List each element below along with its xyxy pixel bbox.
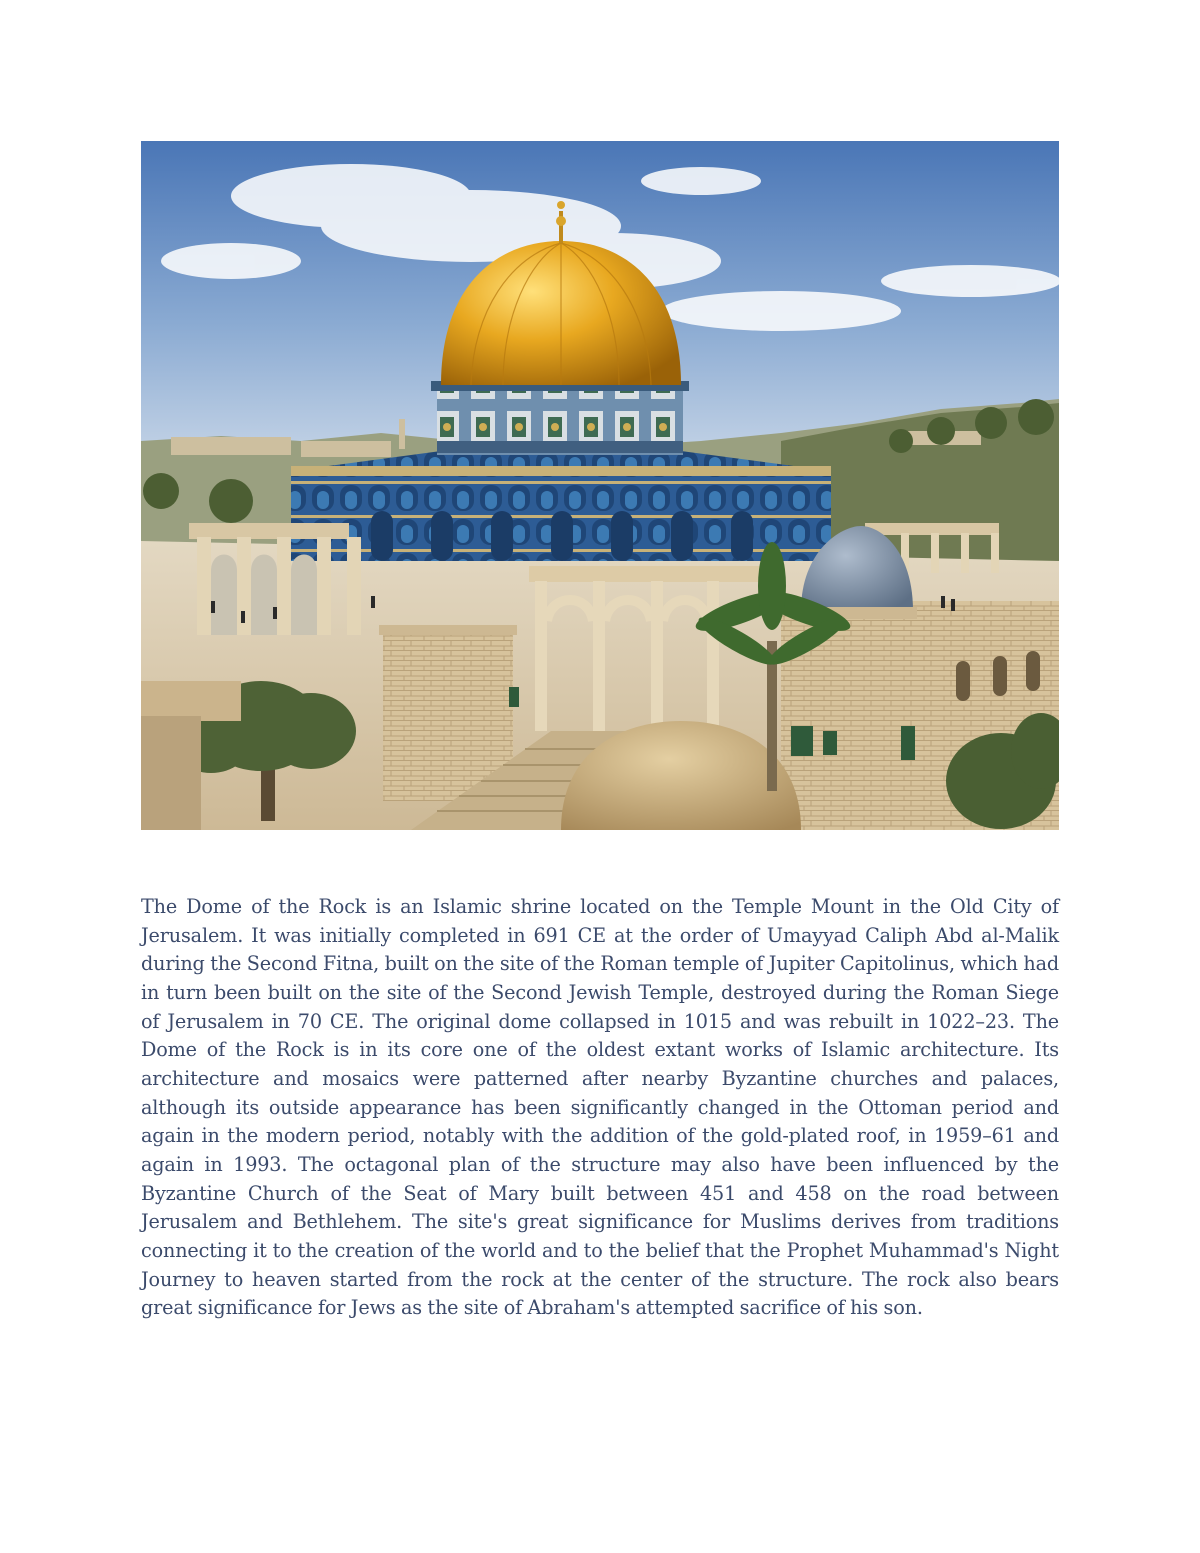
dome-of-the-rock-photo <box>141 141 1059 830</box>
body-paragraph: The Dome of the Rock is an Islamic shrine located on the Temple Mount in the Old City of Jerusalem. It was initially completed in 691 CE at the order of Umayyad Caliph Abd al-Malik during the Second Fitna, built on the site of the Roman temple of Jupiter Capitolinus, which had in turn been built on the site of the Second Jewish Temple, destroyed during the Roman Siege of Jerusalem in 70 CE. The original dome collapsed in 1015 and was rebuilt in 1022–23. The Dome of the Rock is in its core one of the oldest extant works of Islamic architecture. Its architecture and mosaics were patterned after nearby Byzantine churches and palaces, although its outside appearance has been significantly changed in the Ottoman period and again in the modern period, notably with the addition of the gold-plated roof, in 1959–61 and again in 1993. The octagonal plan of the structure may also have been influenced by the Byzantine Church of the Seat of Mary built between 451 and 458 on the road between Jerusalem and Bethlehem. The site's great significance for Muslims derives from traditions connecting it to the creation of the world and to the belief that the Prophet Muhammad's Night Journey to heaven started from the rock at the center of the structure. The rock also bears great significance for Jews as the site of Abraham's attempted sacrifice of his son. <box>141 895 1059 1320</box>
photo-illustration <box>141 141 1059 830</box>
